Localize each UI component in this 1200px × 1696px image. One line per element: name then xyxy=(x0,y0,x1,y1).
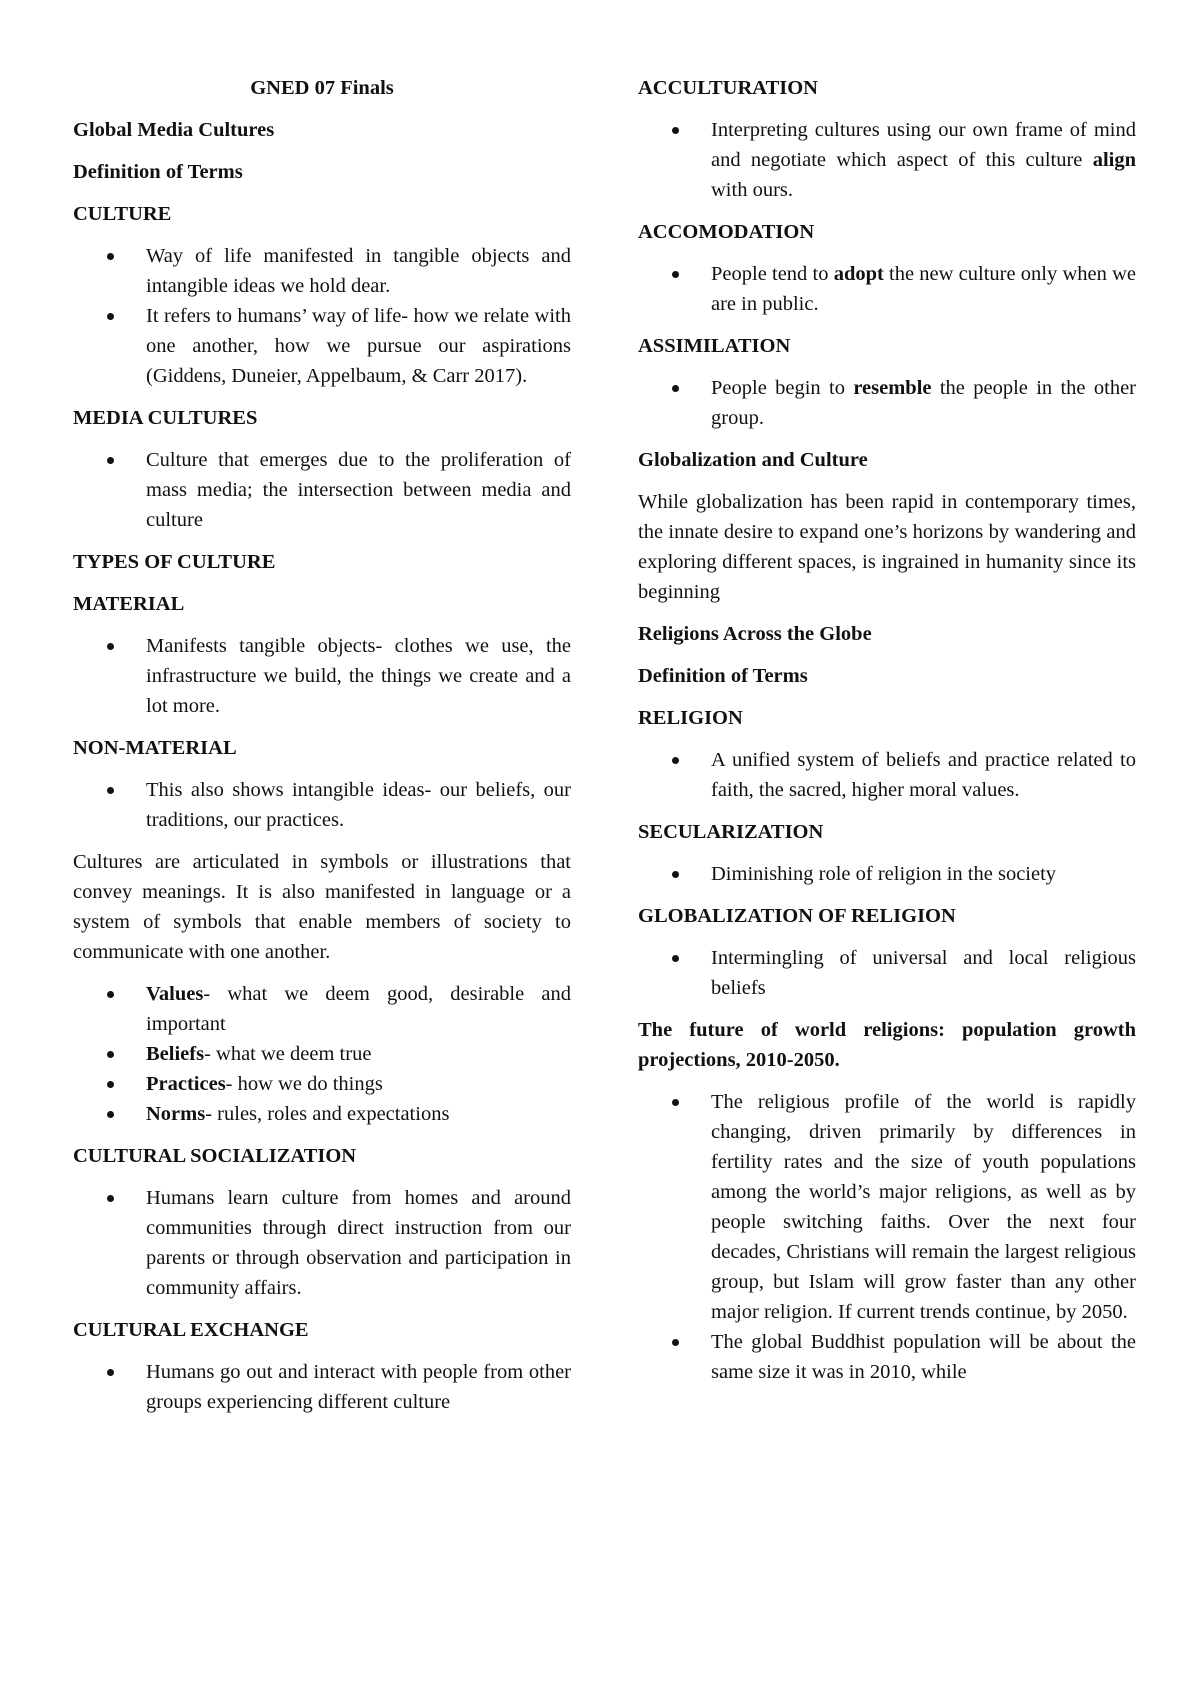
emphasis-align: align xyxy=(1092,149,1136,171)
list-item xyxy=(638,373,1136,433)
assimilation-bullet-list xyxy=(638,373,1136,433)
list-item: Culture that emerges due to the proliferation of mass media; the intersection between media and culture xyxy=(73,445,571,535)
heading-accomodation: ACCOMODATION xyxy=(638,221,815,243)
text-segment: People begin to xyxy=(711,377,854,399)
heading-secularization: SECULARIZATION xyxy=(638,821,824,843)
list-item: Intermingling of universal and local religious beliefs xyxy=(638,943,1136,1003)
list-item xyxy=(638,259,1136,319)
heading-types-of-culture: TYPES OF CULTURE xyxy=(73,551,276,573)
heading-non-material: NON-MATERIAL xyxy=(73,737,237,759)
list-item xyxy=(73,1099,571,1129)
globalization-of-religion-bullet-list xyxy=(638,943,1136,1003)
right-column xyxy=(638,73,1136,1399)
text-segment: the people in the other group. xyxy=(711,377,1136,429)
list-item: The religious profile of the world is rapidly changing, driven primarily by differences in fertility rates and the size of youth populations among the world’s major religions, as well as by people switching faiths. Over the next four decades, Christians will remain the largest religious group, but Islam will grow faster than any other major religion. If current trends continue, by 2050. xyxy=(638,1087,1136,1327)
term-description: - how we do things xyxy=(225,1073,383,1095)
list-item: A unified system of beliefs and practice related to faith, the sacred, higher moral values. xyxy=(638,745,1136,805)
heading-assimilation: ASSIMILATION xyxy=(638,335,791,357)
cultures-paragraph: Cultures are articulated in symbols or illustrations that convey meanings. It is also manifested in language or a system of symbols that enable members of society to communicate with one another. xyxy=(73,851,571,963)
text-segment: the new culture only when we are in public. xyxy=(711,263,1136,315)
heading-future-of-world-religions: The future of world religions: population growth projections, 2010-2050. xyxy=(638,1019,1136,1071)
heading-acculturation: ACCULTURATION xyxy=(638,77,818,99)
globalization-paragraph: While globalization has been rapid in contemporary times, the innate desire to expand one’s horizons by wandering and exploring different spaces, is ingrained in humanity since its beginning xyxy=(638,491,1136,603)
cultural-exchange-bullet-list xyxy=(73,1357,571,1417)
list-item: Humans go out and interact with people from other groups experiencing different culture xyxy=(73,1357,571,1417)
non-material-bullet-list xyxy=(73,775,571,835)
term-practices: Practices xyxy=(146,1073,226,1095)
text-segment: Interpreting cultures using our own frame of mind and negotiate which aspect of this culture xyxy=(711,119,1136,171)
subheading-definition-of-terms: Definition of Terms xyxy=(73,161,243,183)
term-description: - what we deem true xyxy=(204,1043,372,1065)
list-item xyxy=(638,115,1136,205)
list-item: It refers to humans’ way of life- how we relate with one another, how we pursue our aspirations (Giddens, Duneier, Appelbaum, & Carr 2017). xyxy=(73,301,571,391)
acculturation-bullet-list xyxy=(638,115,1136,205)
religion-bullet-list xyxy=(638,745,1136,805)
section-title-religions: Religions Across the Globe xyxy=(638,623,872,645)
text-segment: with ours. xyxy=(711,179,793,201)
section-title-global-media-cultures: Global Media Cultures xyxy=(73,119,275,141)
heading-globalization-and-culture: Globalization and Culture xyxy=(638,449,868,471)
emphasis-adopt: adopt xyxy=(833,263,884,285)
list-item: This also shows intangible ideas- our beliefs, our traditions, our practices. xyxy=(73,775,571,835)
emphasis-resemble: resemble xyxy=(853,377,932,399)
list-item: Diminishing role of religion in the society xyxy=(638,859,1136,889)
text-segment: People tend to xyxy=(711,263,834,285)
heading-cultural-exchange: CULTURAL EXCHANGE xyxy=(73,1319,309,1341)
term-beliefs: Beliefs xyxy=(146,1043,205,1065)
list-item xyxy=(73,1039,571,1069)
cultural-socialization-bullet-list xyxy=(73,1183,571,1303)
culture-elements-list xyxy=(73,979,571,1129)
heading-media-cultures: MEDIA CULTURES xyxy=(73,407,258,429)
term-norms: Norms xyxy=(146,1103,206,1125)
left-column xyxy=(73,73,571,1429)
heading-cultural-socialization: CULTURAL SOCIALIZATION xyxy=(73,1145,357,1167)
list-item: Humans learn culture from homes and around communities through direct instruction from our parents or through observation and participation in community affairs. xyxy=(73,1183,571,1303)
heading-globalization-of-religion: GLOBALIZATION OF RELIGION xyxy=(638,905,956,927)
list-item xyxy=(73,1069,571,1099)
future-bullet-list xyxy=(638,1087,1136,1387)
list-item: Manifests tangible objects- clothes we use, the infrastructure we build, the things we create and a lot more. xyxy=(73,631,571,721)
culture-bullet-list xyxy=(73,241,571,391)
document-title: GNED 07 Finals xyxy=(250,77,394,99)
heading-culture: CULTURE xyxy=(73,203,172,225)
term-values: Values xyxy=(146,983,204,1005)
secularization-bullet-list xyxy=(638,859,1136,889)
heading-religion: RELIGION xyxy=(638,707,743,729)
list-item: The global Buddhist population will be about the same size it was in 2010, while xyxy=(638,1327,1136,1387)
list-item xyxy=(73,979,571,1039)
term-description: - what we deem good, desirable and important xyxy=(146,983,571,1035)
subheading-definition-of-terms-2: Definition of Terms xyxy=(638,665,808,687)
list-item: Way of life manifested in tangible objects and intangible ideas we hold dear. xyxy=(73,241,571,301)
media-cultures-bullet-list xyxy=(73,445,571,535)
accomodation-bullet-list xyxy=(638,259,1136,319)
heading-material: MATERIAL xyxy=(73,593,185,615)
material-bullet-list xyxy=(73,631,571,721)
term-description: - rules, roles and expectations xyxy=(205,1103,450,1125)
